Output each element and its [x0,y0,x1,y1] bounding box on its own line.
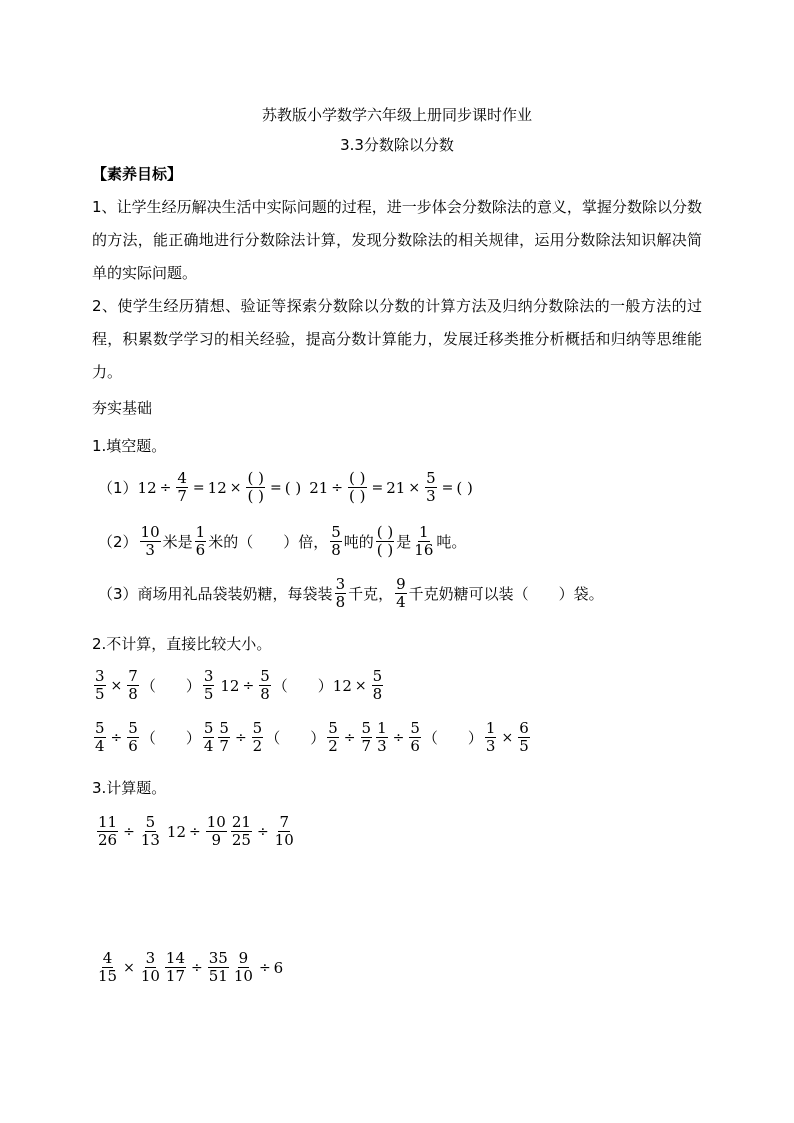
fraction-blank: $\frac{( )}{( )}$ [247,469,264,505]
fraction: $\frac{35}{51}$ [208,949,228,985]
compare-blank: （ ） [140,729,201,747]
equals-sign: = [371,479,384,496]
times-sign: × [501,729,514,746]
divide-sign: ÷ [123,823,135,840]
number: 12 [166,822,187,841]
divide-sign: ÷ [110,729,123,746]
fraction: $\frac{1}{16}$ [414,523,434,559]
goals-paragraph-1: 1、让学生经历解决生活中实际问题的过程，进一步体会分数除法的意义，掌握分数除以分数的方法，能正确地进行分数除法计算，发现分数除法的相关规律，运用分数除法知识解决简单的实际问题。 [92,198,702,282]
text: 是 [396,533,412,551]
q3-title: 3.计算题。 [92,779,167,797]
fraction: $\frac{5}{13}$ [140,813,160,849]
equals-sign: = [269,479,282,496]
fraction: $\frac{5}{6}$ [128,719,138,755]
q1-item-1 [98,470,473,505]
fraction: $\frac{5}{4}$ [95,719,105,755]
fraction: $\frac{5}{7}$ [361,719,372,755]
fraction: $\frac{3}{8}$ [335,575,346,611]
number: 12 [137,478,157,497]
compare-blank: （ ） [265,729,326,747]
fraction: $\frac{21}{25}$ [231,813,251,849]
fraction: $\frac{5}{2}$ [328,719,338,755]
number: 12 [332,676,352,695]
equals-sign: = [441,479,454,496]
times-sign: × [110,677,123,694]
fraction: $\frac{5}{6}$ [410,719,420,755]
fraction: $\frac{1}{3}$ [485,719,496,755]
fraction-blank: $\frac{( )}{( )}$ [376,523,394,559]
number: 21 [309,478,329,497]
q2-title: 2.不计算，直接比较大小。 [92,635,272,653]
q1-item-1-label: （1） [98,479,138,497]
text: 商场用礼品袋装奶糖，每袋装 [137,585,333,603]
text: 千克奶糖可以装（ ）袋。 [408,585,604,603]
divide-sign: ÷ [159,479,172,496]
fraction: $\frac{14}{17}$ [165,949,186,985]
divide-sign: ÷ [189,823,201,840]
fraction: $\frac{9}{4}$ [396,575,406,611]
divide-sign: ÷ [234,729,247,746]
fraction: $\frac{5}{8}$ [331,523,341,559]
page-subtitle: 3.3分数除以分数 [340,136,454,154]
fraction: $\frac{5}{2}$ [252,719,263,755]
times-sign: × [354,677,367,694]
text: 千克， [348,585,394,603]
fraction: $\frac{3}{10}$ [140,949,160,985]
fraction: $\frac{7}{8}$ [128,667,138,703]
fraction: $\frac{5}{4}$ [203,719,214,755]
fraction: $\frac{3}{5}$ [95,667,105,703]
q1-item-3-label: （3） [98,585,138,603]
divide-sign: ÷ [392,729,405,746]
fraction: $\frac{10}{9}$ [206,813,226,849]
divide-sign: ÷ [256,823,269,840]
compare-blank: （ ） [272,677,333,695]
answer-blank: ( ) [284,478,302,497]
fraction: $\frac{5}{8}$ [260,667,270,703]
fraction-blank: $\frac{( )}{( )}$ [349,469,366,505]
q3-row-1 [95,814,297,849]
fraction: $\frac{4}{7}$ [177,469,187,505]
compare-blank: （ ） [140,677,201,695]
fraction: $\frac{5}{3}$ [426,469,436,505]
section-heading: 夯实基础 [92,399,153,417]
q2-row-2 [92,720,532,755]
fraction: $\frac{5}{8}$ [372,667,383,703]
divide-sign: ÷ [343,729,356,746]
text: 吨。 [436,533,467,551]
times-sign: × [408,479,421,496]
fraction: $\frac{10}{3}$ [140,523,160,559]
q1-title: 1.填空题。 [92,437,167,455]
fraction: $\frac{9}{10}$ [233,949,253,985]
divide-sign: ÷ [331,479,344,496]
goals-paragraph-2: 2、使学生经历猜想、验证等探索分数除以分数的计算方法及归纳分数除法的一般方法的过程，积累数学学习的相关经验，提高分数计算能力，发展迁移类推分析概括和归纳等思维能力。 [92,297,702,381]
fraction: $\frac{6}{5}$ [519,719,529,755]
fraction: $\frac{1}{6}$ [195,523,206,559]
text: 米的（ ）倍， [208,533,329,551]
divide-sign: ÷ [242,677,255,694]
goals-heading: 【素养目标】 [92,165,183,183]
text: 吨的 [343,533,374,551]
number: 12 [220,676,240,695]
fraction: $\frac{1}{3}$ [377,719,387,755]
q2-row-1 [92,668,385,703]
fraction: $\frac{11}{26}$ [98,813,118,849]
fraction: $\frac{4}{15}$ [98,949,118,985]
compare-blank: （ ） [422,729,483,747]
divide-sign: ÷ [258,959,271,976]
number: 21 [386,478,406,497]
number: 6 [273,958,284,977]
answer-blank: ( ) [456,478,473,497]
fraction: $\frac{3}{5}$ [203,667,214,703]
q1-item-2 [98,524,466,559]
text: 米是 [162,533,193,551]
fraction: $\frac{5}{7}$ [219,719,229,755]
equals-sign: = [192,479,205,496]
times-sign: × [229,479,242,496]
fraction: $\frac{7}{10}$ [274,813,294,849]
number: 12 [207,478,227,497]
page-title: 苏教版小学数学六年级上册同步课时作业 [261,106,532,124]
q3-row-2 [95,950,283,985]
q1-item-2-label: （2） [98,533,138,551]
divide-sign: ÷ [191,959,203,976]
times-sign: × [123,959,135,976]
q1-item-3 [98,576,604,611]
